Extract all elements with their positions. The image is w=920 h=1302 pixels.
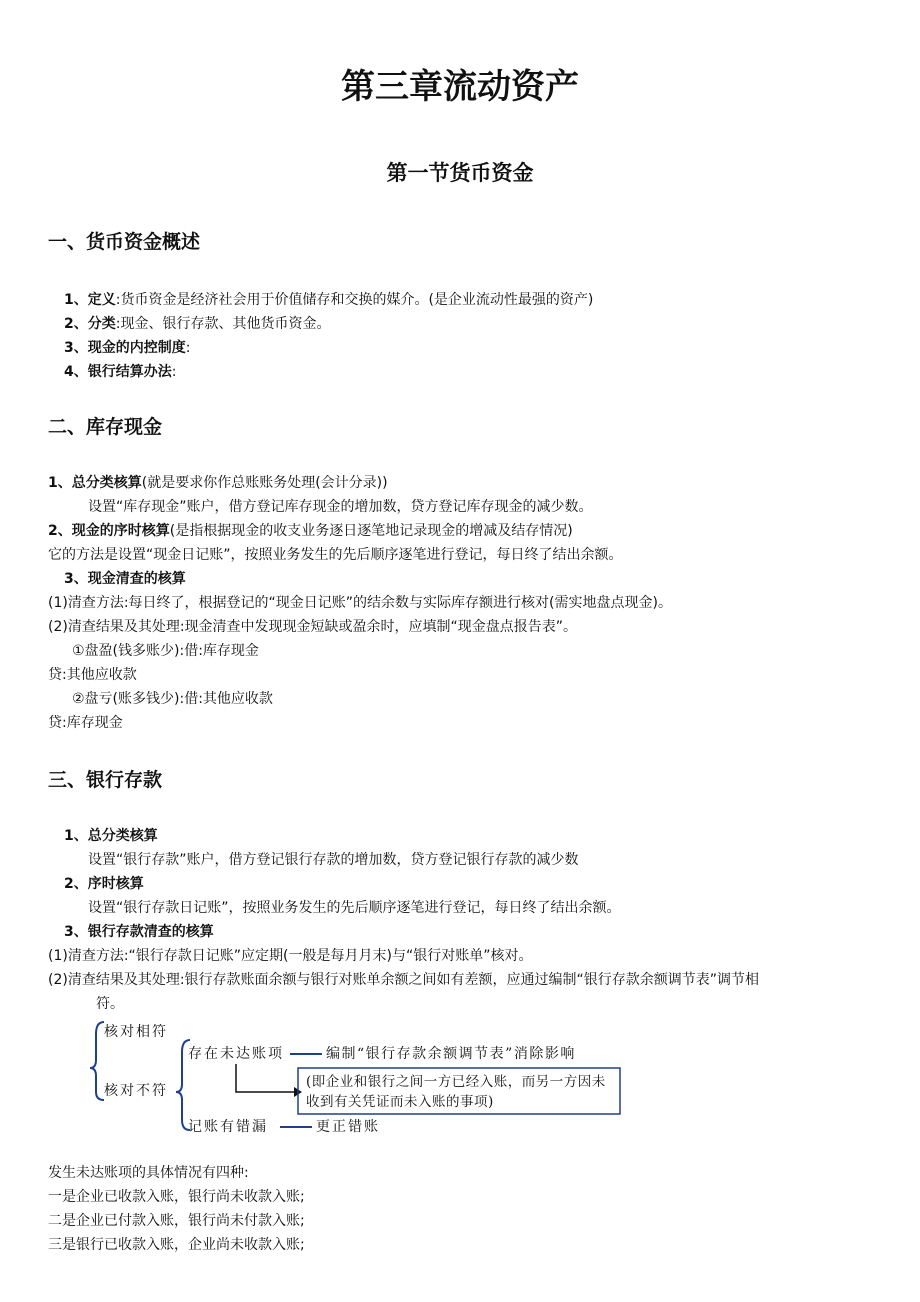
diagram-mismatch: 核对不符	[104, 1083, 168, 1099]
s3-l1-sub: 设置“银行存款”账户，借方登记银行存款的增加数，贷方登记银行存款的减少数	[88, 852, 579, 868]
s1-line-1	[64, 290, 593, 310]
s2-l3-a1: ①盘盈(钱多账少):借:库存现金	[72, 643, 259, 659]
s1-line-4	[64, 362, 176, 382]
diagram-error-action: 更正错账	[316, 1119, 380, 1135]
diagram-note: (即企业和银行之间一方已经入账，而另一方因未收到有关凭证而未入账的事项)	[306, 1074, 606, 1110]
s2-l3-a4: 贷:库存现金	[48, 715, 123, 731]
s3-l2-sub: 设置“银行存款日记账”，按照业务发生的先后顺序逐笔进行登记，每日终了结出余额。	[88, 900, 621, 916]
s2-l2-label: 2、现金的序时核算	[48, 523, 170, 539]
heading-bank-deposit: 三、银行存款	[48, 769, 163, 791]
outstanding-case-1: 一是企业已收款入账，银行尚未收款入账;	[48, 1189, 305, 1205]
s3-l2-label: 2、序时核算	[64, 876, 144, 892]
s1-l2-text: :现金、银行存款、其他货币资金。	[115, 316, 331, 332]
chapter-title: 第三章流动资产	[341, 67, 579, 107]
s2-l3-p1: (1)清查方法:每日终了，根据登记的“现金日记账”的结余数与实际库存额进行核对(需实地盘点现金)。	[48, 595, 672, 611]
s1-l4-label: 4、银行结算办法	[64, 364, 172, 380]
s1-l3-text: :	[185, 340, 191, 356]
heading-cash: 二、库存现金	[48, 416, 163, 438]
s1-line-3	[64, 338, 190, 358]
diagram-outstanding: 存在未达账项	[188, 1046, 284, 1062]
diagram-error: 记账有错漏	[188, 1119, 268, 1135]
s3-l1-label: 1、总分类核算	[64, 828, 158, 844]
s3-l3-p2a: (2)清查结果及其处理:银行存款账面余额与银行对账单余额之间如有差额，应通过编制“银行存款余额调节表”调节相	[48, 972, 760, 988]
s1-l4-text: :	[171, 364, 177, 380]
s1-l1-text: :货币资金是经济社会用于价值储存和交换的媒介。(是企业流动性最强的资产)	[115, 292, 594, 308]
s2-l3-a3: ②盘亏(账多钱少):借:其他应收款	[72, 691, 273, 707]
s2-l1-label: 1、总分类核算	[48, 475, 142, 491]
s2-l3-a2: 贷:其他应收款	[48, 667, 137, 683]
outstanding-case-3: 三是银行已收款入账，企业尚未收款入账;	[48, 1237, 305, 1253]
s2-l2-text: (是指根据现金的收支业务逐日逐笔地记录现金的增减及结存情况)	[169, 523, 573, 539]
s2-l1-text: (就是要求你作总账账务处理(会计分录))	[141, 475, 388, 491]
s3-l3-p2b: 符。	[96, 996, 124, 1012]
brace-left	[90, 1022, 104, 1100]
diagram-match: 核对相符	[104, 1024, 168, 1040]
section-title: 第一节货币资金	[386, 161, 534, 185]
s2-line-1	[48, 473, 388, 493]
s2-line-2	[48, 521, 573, 541]
s2-l1-sub: 设置“库存现金”账户，借方登记库存现金的增加数，贷方登记库存现金的减少数。	[88, 499, 593, 515]
s3-l3-label: 3、银行存款清查的核算	[64, 924, 214, 940]
note-arrow	[236, 1064, 294, 1092]
s3-l3-p1: (1)清查方法:“银行存款日记账”应定期(一般是每月月末)与“银行对账单”核对。	[48, 948, 533, 964]
s1-l1-label: 1、定义	[64, 292, 116, 308]
s2-l2-sub: 它的方法是设置“现金日记账”，按照业务发生的先后顺序逐笔进行登记，每日终了结出余额。	[48, 547, 623, 563]
heading-overview: 一、货币资金概述	[48, 231, 201, 253]
s1-l2-label: 2、分类	[64, 316, 116, 332]
s2-l3-label: 3、现金清查的核算	[64, 571, 186, 587]
s2-l3-p2: (2)清查结果及其处理:现金清查中发现现金短缺或盈余时，应填制“现金盘点报告表”。	[48, 619, 578, 635]
s1-line-2	[64, 314, 330, 334]
s1-l3-label: 3、现金的内控制度	[64, 340, 186, 356]
outstanding-case-2: 二是企业已付款入账，银行尚未付款入账;	[48, 1213, 305, 1229]
outstanding-intro: 发生未达账项的具体情况有四种:	[48, 1165, 249, 1181]
diagram-outstanding-action: 编制“银行存款余额调节表”消除影响	[326, 1046, 576, 1062]
